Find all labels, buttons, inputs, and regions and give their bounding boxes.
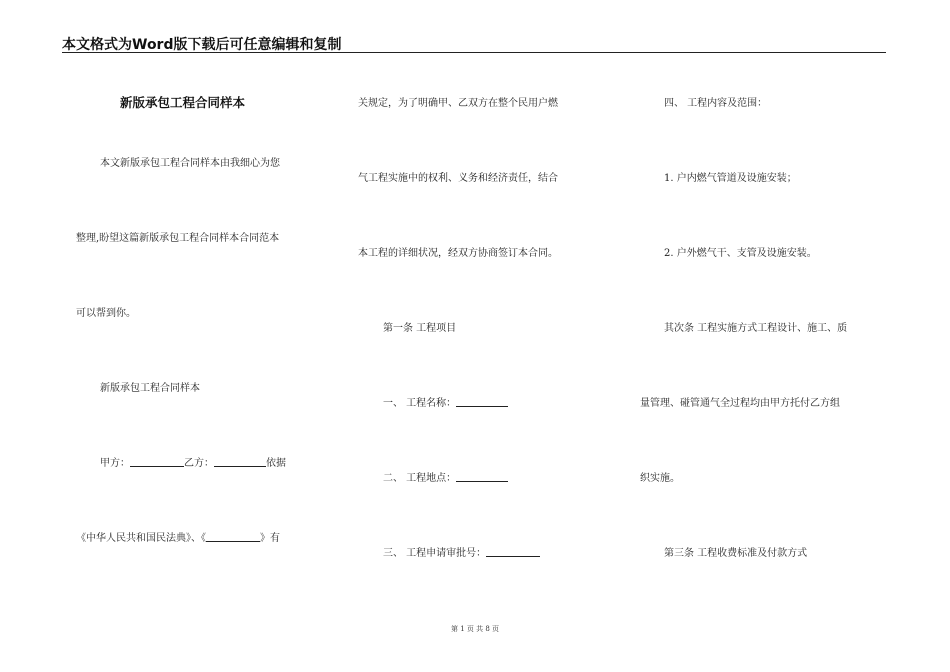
page-number: 第 1 页 共 8 页: [450, 625, 500, 633]
article-3-heading: 第三条 工程收费标准及付款方式: [664, 548, 808, 559]
basis-label: 依据: [266, 458, 286, 469]
party-b-label: 乙方：: [184, 458, 214, 469]
para-line-2: 气工程实施中的权利、义务和经济责任，结合: [358, 173, 558, 184]
scope-heading: 四、 工程内容及范围：: [664, 98, 768, 109]
project-location-line: [383, 469, 508, 484]
article-2-line-2: 量管理、碰管通气全过程均由甲方托付乙方组: [640, 398, 840, 409]
para-line-3: 本工程的详细状况，经双方协商签订本合同。: [358, 248, 558, 259]
law-text-2: 》有: [260, 533, 280, 544]
para-line-1: 关规定，为了明确甲、乙双方在整个民用户燃: [358, 98, 558, 109]
scope-item-1: 1. 户内燃气管道及设施安装；: [664, 173, 797, 184]
approval-number-line: [383, 544, 540, 559]
law-line: [76, 529, 280, 544]
intro-line-1: 本文新版承包工程合同样本由我细心为您: [100, 158, 280, 169]
party-b-blank: [214, 456, 266, 467]
approval-number-blank: [486, 546, 540, 557]
subtitle: 新版承包工程合同样本: [100, 383, 200, 394]
law-blank: [206, 531, 260, 542]
article-2-line-1: 其次条 工程实施方式工程设计、施工、质: [664, 323, 848, 334]
intro-line-3: 可以帮到你。: [76, 308, 136, 319]
project-name-blank: [456, 396, 508, 407]
party-a-label: 甲方：: [100, 458, 130, 469]
parties-line: [100, 454, 286, 469]
scope-item-2: 2. 户外燃气干、支管及设施安装。: [664, 248, 817, 259]
project-name-label: 一、 工程名称：: [383, 398, 457, 409]
law-text-1: 《中华人民共和国民法典》、《: [76, 533, 206, 544]
party-a-blank: [130, 456, 184, 467]
project-location-blank: [456, 471, 508, 482]
approval-number-label: 三、 工程申请审批号：: [383, 548, 487, 559]
document-title: 新版承包工程合同样本: [120, 95, 246, 110]
project-name-line: [383, 394, 508, 409]
header-divider: [62, 52, 886, 53]
project-location-label: 二、 工程地点：: [383, 473, 457, 484]
intro-line-2: 整理,盼望这篇新版承包工程合同样本合同范本: [76, 233, 280, 244]
article-2-line-3: 织实施。: [640, 473, 680, 484]
article-1-heading: 第一条 工程项目: [383, 323, 457, 334]
document-header: 本文格式为Word版下载后可任意编辑和复制: [62, 37, 342, 53]
